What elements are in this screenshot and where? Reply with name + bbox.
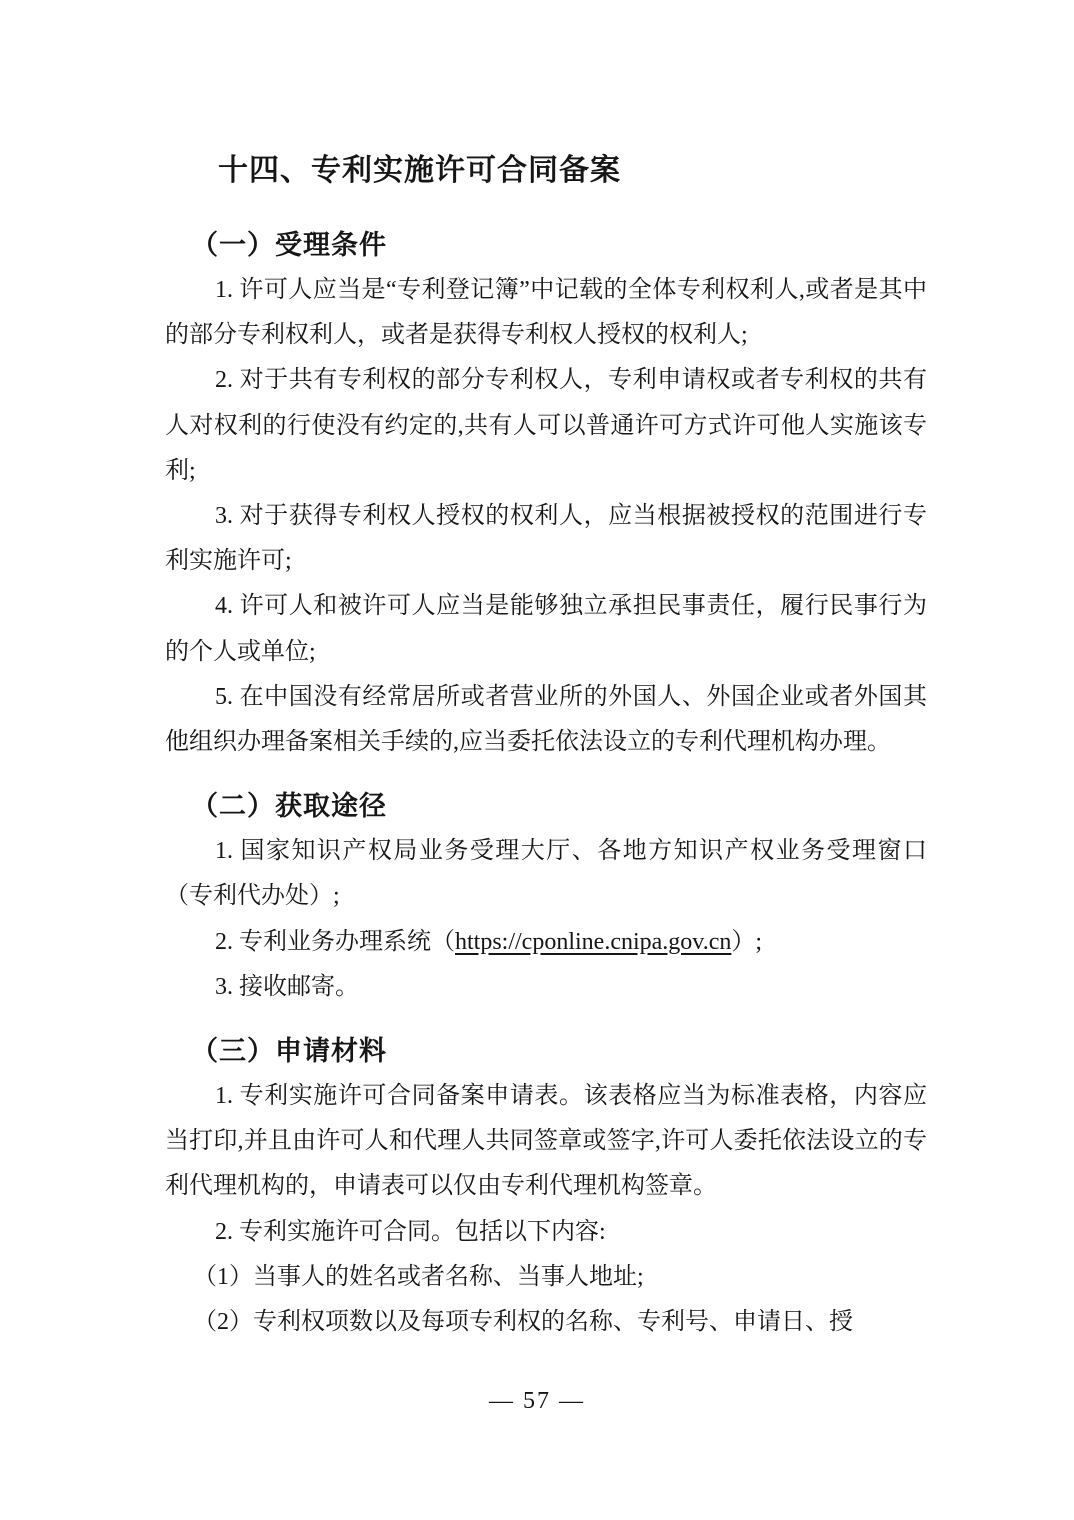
link-prefix-text: 2. 专利业务办理系统（ xyxy=(215,928,455,955)
section-heading-acceptance-conditions: （一）受理条件 xyxy=(191,230,387,260)
paragraph: 2. 对于共有专利权的部分专利权人，专利申请权或者专利权的共有人对权利的行使没有约定的,共有人可以普通许可方式许可他人实施该专利; xyxy=(165,367,927,484)
section-heading-application-materials: （三）申请材料 xyxy=(191,1036,387,1067)
paragraph: 1. 专利实施许可合同备案申请表。该表格应当为标准表格，内容应当打印,并且由许可人和代理人共同签章或签字,许可人委托依法设立的专利代理机构的，申请表可以仅由专利代理机构签章。 xyxy=(165,1083,927,1200)
paragraph-online-system xyxy=(165,920,927,965)
paragraph-list-item: （1）当事人的姓名或者名称、当事人地址; xyxy=(193,1263,644,1290)
paragraph: 1. 许可人应当是“专利登记簿”中记载的全体专利权利人,或者是其中的部分专利权利人，或者是获得专利权人授权的权利人; xyxy=(165,277,927,349)
paragraph: 5. 在中国没有经常居所或者营业所的外国人、外国企业或者外国其他组织办理备案相关手续的,应当委托依法设立的专利代理机构办理。 xyxy=(165,683,927,756)
document-content xyxy=(165,146,927,1345)
section-heading-obtain-channels: （二）获取途径 xyxy=(191,791,387,822)
page-number: — 57 — xyxy=(489,1388,585,1414)
paragraph: 4. 许可人和被许可人应当是能够独立承担民事责任，履行民事行为的个人或单位; xyxy=(165,593,927,665)
paragraph: 3. 接收邮寄。 xyxy=(215,973,359,1000)
cponline-url-link[interactable]: https://cponline.cnipa.gov.cn xyxy=(455,928,732,955)
paragraph: 2. 专利实施许可合同。包括以下内容: xyxy=(215,1218,606,1245)
paragraph: 3. 对于获得专利权人授权的权利人，应当根据被授权的范围进行专利实施许可; xyxy=(165,503,927,575)
page-title: 十四、专利实施许可合同备案 xyxy=(218,154,621,187)
paragraph-list-item: （2）专利权项数以及每项专利权的名称、专利号、申请日、授 xyxy=(193,1309,853,1336)
link-suffix-text: ）; xyxy=(731,928,763,955)
paragraph: 1. 国家知识产权局业务受理大厅、各地方知识产权业务受理窗口（专利代办处）; xyxy=(165,838,927,910)
